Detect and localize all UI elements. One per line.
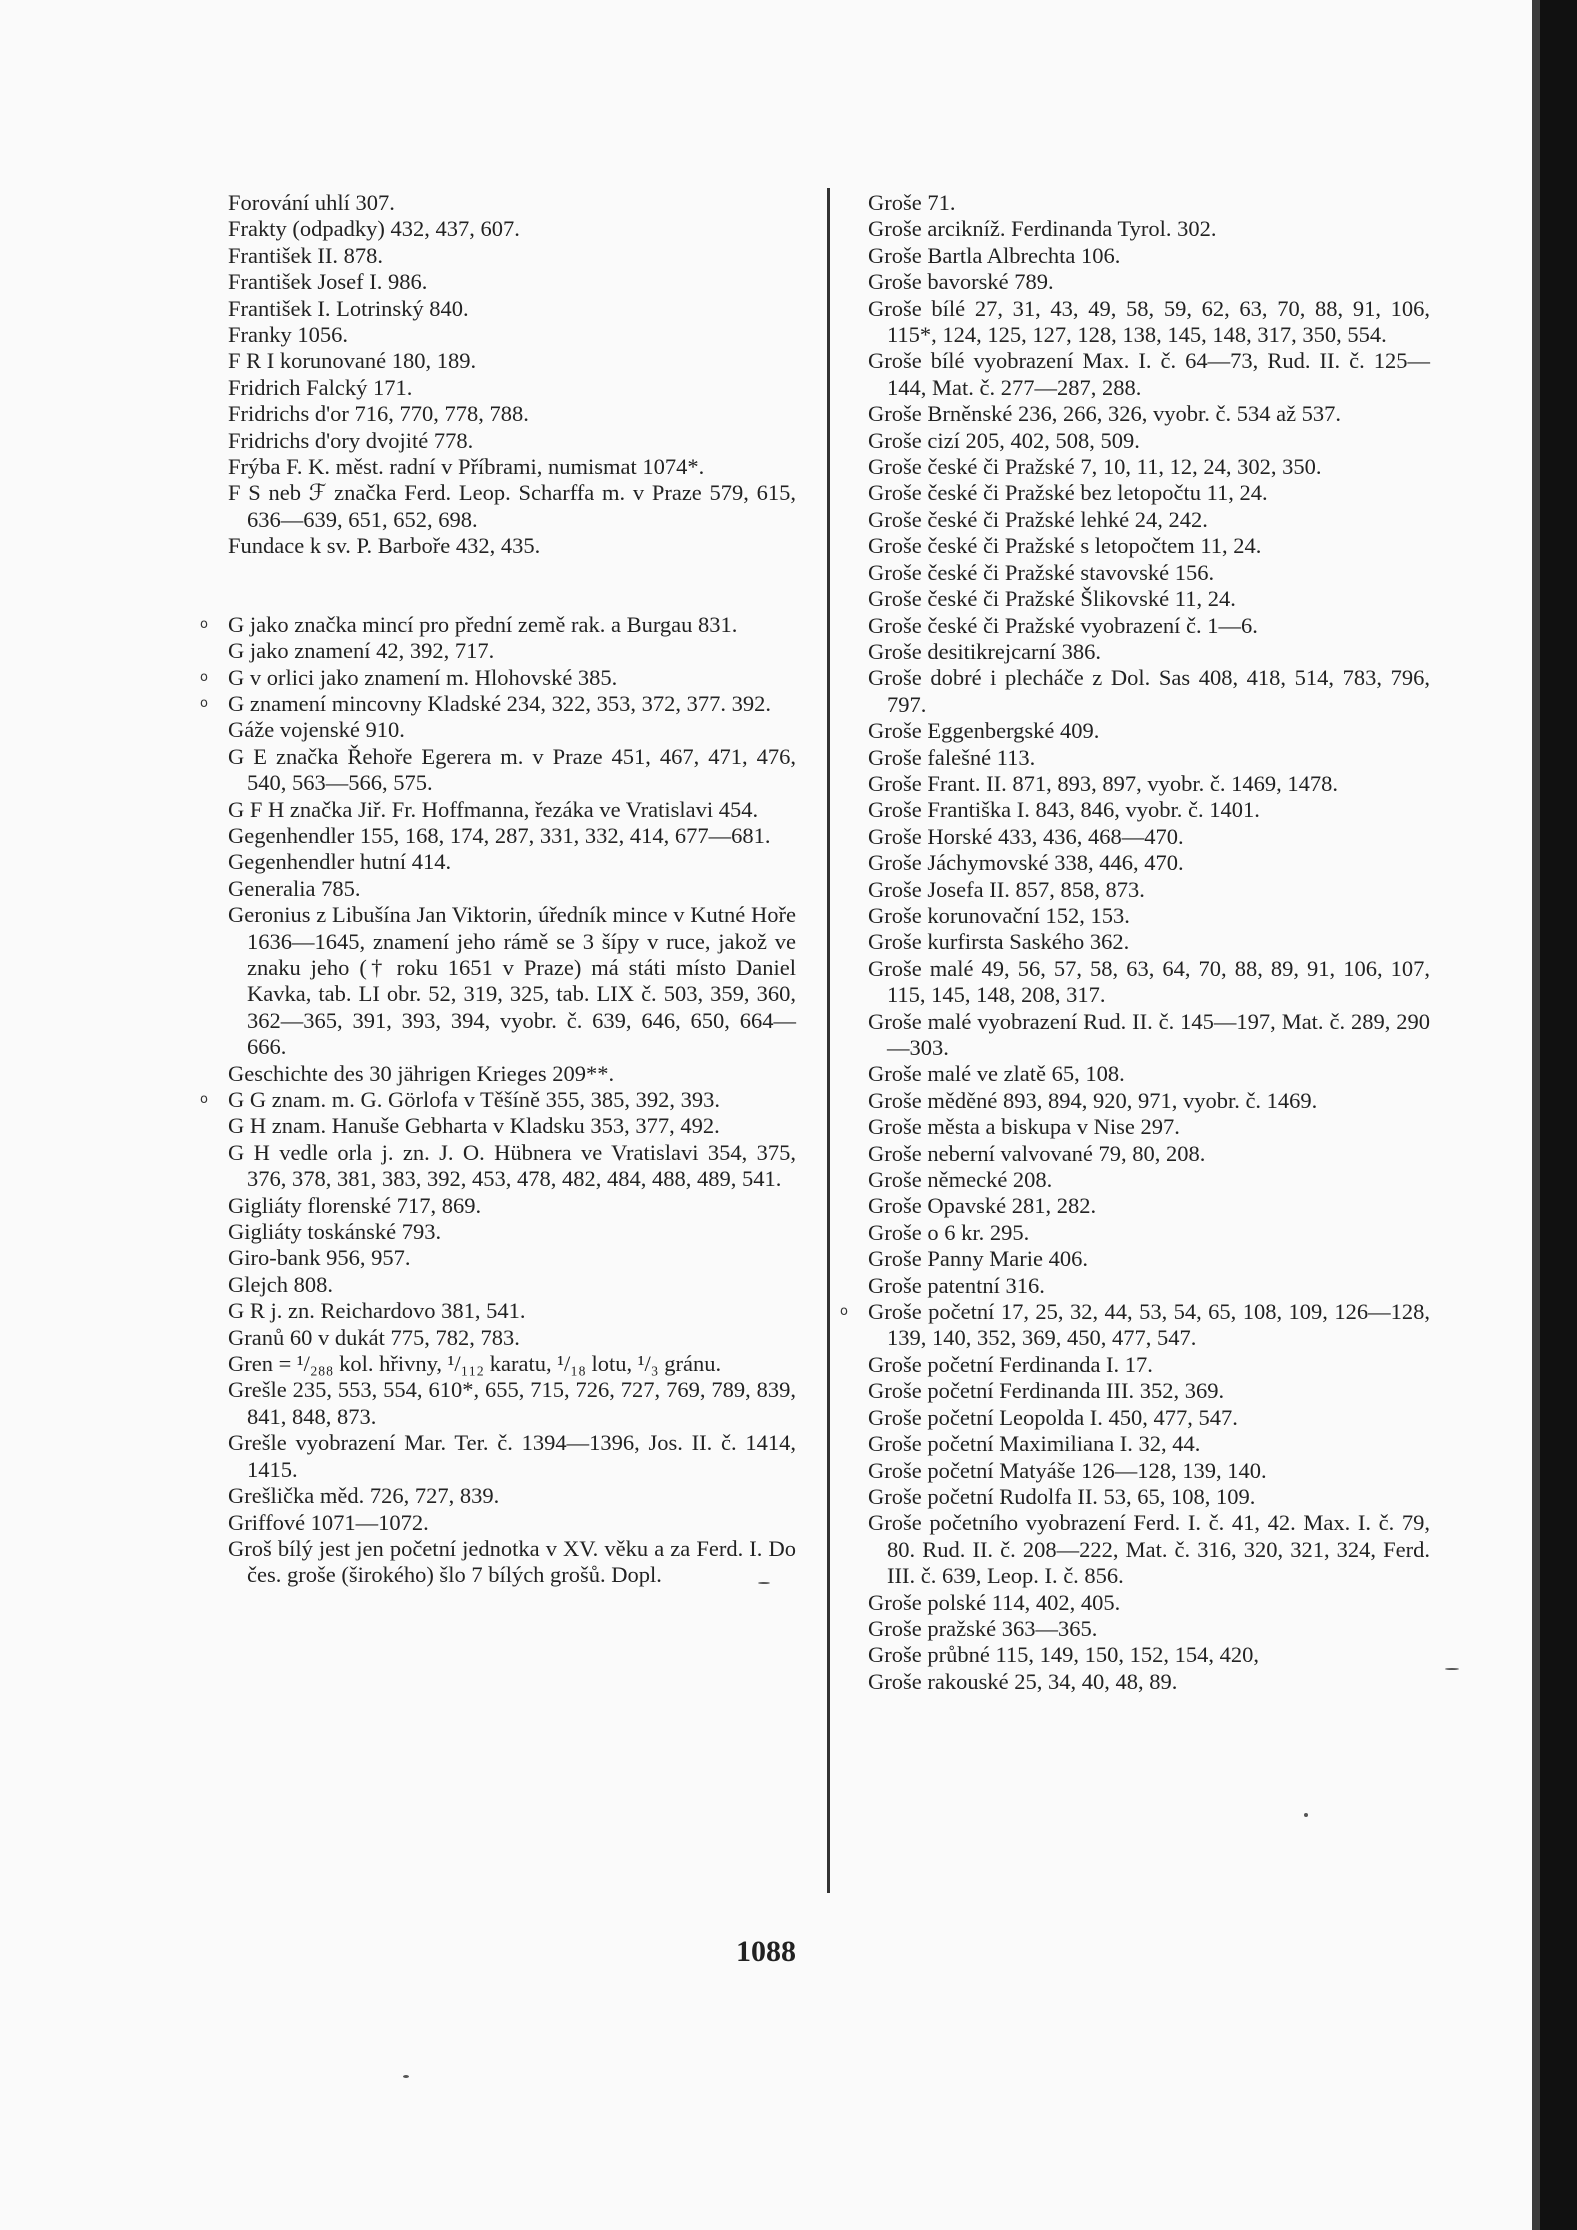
- index-entry-text: Groše početní Matyáše 126—128, 139, 140.: [868, 1457, 1267, 1483]
- index-entry-text: Frýba F. K. měst. radní v Příbrami, numismat 1074*.: [228, 454, 705, 480]
- index-entry-text: Fridrichs d'or 716, 770, 778, 788.: [228, 401, 529, 427]
- index-entry-text: Groše patentní 316.: [868, 1272, 1045, 1298]
- index-entry: [868, 1246, 1430, 1272]
- index-entry: [868, 850, 1430, 876]
- index-entry-text: Groše Bartla Albrechta 106.: [868, 242, 1121, 268]
- index-entry: [868, 1220, 1430, 1246]
- index-entry: [868, 1061, 1430, 1087]
- index-entry-text: Groše malé vyobrazení Rud. II. č. 145—197, Mat. č. 289, 290—303.: [868, 1008, 1430, 1060]
- index-entry-text: Groše početní 17, 25, 32, 44, 53, 54, 65, 108, 109, 126—128, 139, 140, 352, 369, 450, 477, 547.: [868, 1299, 1430, 1351]
- index-entry: [868, 613, 1430, 639]
- index-entry-text: Generalia 785.: [228, 875, 361, 901]
- index-entry-text: Groše malé ve zlatě 65, 108.: [868, 1061, 1125, 1087]
- index-entry: [228, 1219, 796, 1245]
- index-entry: [200, 611, 796, 638]
- index-entry: [868, 560, 1430, 586]
- index-entry-text: Groše německé 208.: [868, 1167, 1053, 1193]
- index-entry-text: Geschichte des 30 jährigen Krieges 209**.: [228, 1060, 615, 1086]
- index-entry: [868, 1352, 1430, 1378]
- print-speck: [403, 2075, 409, 2078]
- index-entry-text: G R j. zn. Reichardovo 381, 541.: [228, 1298, 526, 1324]
- index-entry-text: G H znam. Hanuše Gebharta v Kladsku 353, 377, 492.: [228, 1113, 720, 1139]
- index-entry-text: Groše polské 114, 402, 405.: [868, 1589, 1121, 1615]
- index-entry-text: Grešlička měd. 726, 727, 839.: [228, 1483, 500, 1509]
- index-entry: [868, 1009, 1430, 1062]
- index-entry-text: Franky 1056.: [228, 322, 348, 348]
- index-entry: [868, 296, 1430, 349]
- index-entry-text: Groše české či Pražské vyobrazení č. 1—6.: [868, 612, 1258, 638]
- index-entry: [228, 1061, 796, 1087]
- index-entry-text: Groše 71.: [868, 190, 956, 215]
- index-entry: [868, 216, 1430, 242]
- index-entry-text: G F H značka Jiř. Fr. Hoffmanna, řezáka ve Vratislavi 454.: [228, 796, 759, 822]
- index-entry: [228, 401, 796, 427]
- index-entry: [228, 1351, 796, 1377]
- index-entry: [228, 322, 796, 348]
- margin-circle-mark: o: [200, 1092, 208, 1107]
- index-entry: [228, 216, 796, 242]
- index-entry: [228, 1483, 796, 1509]
- index-entry: [228, 533, 796, 559]
- index-column-right: [840, 190, 1430, 1695]
- index-entry-text: G E značka Řehoře Egerera m. v Praze 451, 467, 471, 476, 540, 563—566, 575.: [228, 743, 796, 796]
- index-entry-text: Gegenhendler 155, 168, 174, 287, 331, 332, 414, 677—681.: [228, 822, 771, 848]
- index-entry: [868, 929, 1430, 955]
- index-entry-text: Gigliáty florenské 717, 869.: [228, 1192, 482, 1218]
- index-entry-text: G jako značka mincí pro přední země rak. a Burgau 831.: [228, 611, 738, 637]
- index-entry: [228, 375, 796, 401]
- index-entry-text: Groše bílé vyobrazení Max. I. č. 64—73, Rud. II. č. 125—144, Mat. č. 277—287, 288.: [868, 348, 1430, 400]
- index-entry: [868, 1616, 1430, 1642]
- index-entry: [868, 1193, 1430, 1219]
- index-entry: [228, 1272, 796, 1298]
- index-entry: [228, 638, 796, 664]
- index-entry: [868, 665, 1430, 718]
- index-entry: [868, 507, 1430, 533]
- index-entry-text: Groše Frant. II. 871, 893, 897, vyobr. č. 1469, 1478.: [868, 770, 1338, 796]
- index-entry: [200, 1087, 796, 1113]
- index-entry: [840, 1299, 1430, 1352]
- index-entry-text: Groše malé 49, 56, 57, 58, 63, 64, 70, 88, 89, 91, 106, 107, 115, 145, 148, 208, 317.: [868, 955, 1430, 1008]
- index-entry-text: Groše početní Maximiliana I. 32, 44.: [868, 1431, 1201, 1457]
- index-entry: [228, 1245, 796, 1271]
- index-entry: [868, 190, 1430, 216]
- print-speck: [758, 1582, 770, 1584]
- index-entry: [228, 1536, 796, 1589]
- index-entry-text: František Josef I. 986.: [228, 269, 428, 295]
- index-entry: [868, 1484, 1430, 1510]
- index-entry-text: Groše neberní valvované 79, 80, 208.: [868, 1140, 1206, 1166]
- index-entry-text: Gáže vojenské 910.: [228, 717, 405, 743]
- index-entry: [228, 1113, 796, 1139]
- index-entry: [868, 1431, 1430, 1457]
- index-entry: [868, 586, 1430, 612]
- index-entry: [228, 1430, 796, 1483]
- index-entry-text: Groše rakouské 25, 34, 40, 48, 89.: [868, 1668, 1178, 1694]
- index-entry-text: Groše početní Ferdinanda I. 17.: [868, 1351, 1153, 1377]
- index-entry-text: Gigliáty toskánské 793.: [228, 1219, 442, 1245]
- index-entry-text: Groše cizí 205, 402, 508, 509.: [868, 427, 1140, 453]
- index-entry: [868, 903, 1430, 929]
- index-entry-text: Fridrichs d'ory dvojité 778.: [228, 427, 474, 453]
- index-entry-text: Groše Františka I. 843, 846, vyobr. č. 1401.: [868, 797, 1260, 823]
- index-entry-text: Glejch 808.: [228, 1271, 333, 1297]
- index-entry-text: Geronius z Libušína Jan Viktorin, úředník mince v Kutné Hoře 1636—1645, znamení jeho rámě se 3 šípy v ruce, jakož ve znaku jeho († roku 1651 v Praze) má státi místo Daniel Kavka, tab. LI obr. 52, 319, 325, tab. LIX č. 503, 359, 360, 362—365, 391, 393, 394, vyobr. č. 639, 646, 650, 664—666.: [228, 902, 796, 1060]
- index-entry: [228, 428, 796, 454]
- index-entry-text: Groše početní Rudolfa II. 53, 65, 108, 109.: [868, 1483, 1256, 1509]
- index-entry: [868, 480, 1430, 506]
- index-entry: [228, 1140, 796, 1193]
- index-entry-text: Groše Josefa II. 857, 858, 873.: [868, 876, 1145, 902]
- index-entry-text: František I. Lotrinský 840.: [228, 295, 469, 321]
- index-entry-text: Groše české či Pražské 7, 10, 11, 12, 24, 302, 350.: [868, 454, 1322, 480]
- index-entry: [868, 639, 1430, 665]
- index-entry: [868, 401, 1430, 427]
- index-entry: [868, 1141, 1430, 1167]
- index-entry: [228, 269, 796, 295]
- index-entry-text: Groš bílý jest jen početní jednotka v XV. věku a za Ferd. I. Do čes. groše (širokého) šlo 7 bílých grošů. Dopl.: [228, 1535, 796, 1588]
- index-entry-text: Groše početní Leopolda I. 450, 477, 547.: [868, 1404, 1238, 1430]
- index-entry: [228, 876, 796, 902]
- page-number: 1088: [736, 1935, 796, 1968]
- index-entry-text: Groše korunovační 152, 153.: [868, 902, 1130, 928]
- index-entry: [200, 664, 796, 691]
- index-entry-text: Groše Jáchymovské 338, 446, 470.: [868, 850, 1184, 876]
- index-entry-text: Gren = ¹/₂₈₈ kol. hřivny, ¹/₁₁₂ karatu, ¹/₁₈ lotu, ¹/₃ gránu.: [228, 1351, 722, 1377]
- index-entry: [228, 797, 796, 823]
- index-entry-text: Groše početního vyobrazení Ferd. I. č. 41, 42. Max. I. č. 79, 80. Rud. II. č. 208—222, Mat. č. 316, 320, 321, 324, Ferd. III. č. 639, Leop. I. č. 856.: [868, 1510, 1430, 1589]
- index-entry-text: Groše desitikrejcarní 386.: [868, 638, 1102, 664]
- index-entry: [868, 1273, 1430, 1299]
- index-entry-text: Granů 60 v dukát 775, 782, 783.: [228, 1324, 520, 1350]
- index-entry-text: František II. 878.: [228, 242, 383, 268]
- index-entry: [228, 902, 796, 1060]
- index-entry-text: F R I korunované 180, 189.: [228, 348, 477, 374]
- index-entry-text: Grešle vyobrazení Mar. Ter. č. 1394—1396, Jos. II. č. 1414, 1415.: [228, 1430, 796, 1482]
- index-entry: [228, 717, 796, 743]
- index-column-left: [200, 190, 796, 1589]
- margin-circle-mark: o: [200, 616, 208, 632]
- index-entry: [868, 1167, 1430, 1193]
- index-entry-text: Groše české či Pražské bez letopočtu 11, 24.: [868, 480, 1268, 506]
- index-entry: [868, 348, 1430, 401]
- index-entry-text: Gegenhendler hutní 414.: [228, 849, 452, 875]
- index-entry-text: Groše měděné 893, 894, 920, 971, vyobr. č. 1469.: [868, 1087, 1318, 1113]
- index-entry-text: F S neb ℱ značka Ferd. Leop. Scharffa m. v Praze 579, 615, 636—639, 651, 652, 698.: [228, 480, 796, 532]
- index-entry: [868, 1088, 1430, 1114]
- index-entry: [228, 1377, 796, 1430]
- index-entry: [868, 454, 1430, 480]
- index-entry: [228, 849, 796, 875]
- index-entry-text: Groše dobré i plecháče z Dol. Sas 408, 418, 514, 783, 796, 797.: [868, 665, 1430, 717]
- index-entry: [868, 1378, 1430, 1404]
- index-entry: [868, 1510, 1430, 1589]
- index-entry: [868, 243, 1430, 269]
- index-entry-text: Groše Brněnské 236, 266, 326, vyobr. č. 534 až 537.: [868, 401, 1342, 427]
- index-entry: [868, 877, 1430, 903]
- index-entry-text: Groše falešné 113.: [868, 744, 1036, 770]
- index-entry-text: Groše Opavské 281, 282.: [868, 1193, 1097, 1219]
- index-entry-text: Groše české či Pražské stavovské 156.: [868, 559, 1215, 585]
- index-entry: [228, 1193, 796, 1219]
- index-entry: [868, 1669, 1430, 1695]
- index-entry-text: Groše Horské 433, 436, 468—470.: [868, 823, 1184, 849]
- index-entry: [228, 480, 796, 533]
- index-entry-text: G jako znamení 42, 392, 717.: [228, 638, 495, 664]
- index-entry: [228, 823, 796, 849]
- index-entry-text: Groše Panny Marie 406.: [868, 1246, 1088, 1272]
- index-entry: [868, 824, 1430, 850]
- index-entry-text: Frakty (odpadky) 432, 437, 607.: [228, 216, 520, 242]
- index-entry-text: Groše arcikníž. Ferdinanda Tyrol. 302.: [868, 216, 1217, 242]
- index-entry-text: Grešle 235, 553, 554, 610*, 655, 715, 726, 727, 769, 789, 839, 841, 848, 873.: [228, 1377, 796, 1429]
- index-entry-text: Fridrich Falcký 171.: [228, 374, 413, 400]
- index-entry: [868, 718, 1430, 744]
- index-entry: [868, 745, 1430, 771]
- index-entry: [868, 269, 1430, 295]
- margin-circle-mark: o: [200, 669, 208, 685]
- index-entry-text: Griffové 1071—1072.: [228, 1509, 429, 1535]
- index-entry: [228, 454, 796, 480]
- index-entry: [228, 190, 796, 216]
- margin-circle-mark: o: [840, 1304, 848, 1320]
- index-entry: [228, 243, 796, 269]
- index-entry-text: Groše české či Pražské s letopočtem 11, 24.: [868, 533, 1262, 559]
- index-entry-text: Groše kurfirsta Saského 362.: [868, 929, 1130, 955]
- index-entry: [228, 296, 796, 322]
- index-entry: [868, 1458, 1430, 1484]
- index-entry: [868, 1114, 1430, 1140]
- index-entry: [868, 533, 1430, 559]
- print-speck: [1445, 1668, 1459, 1670]
- index-entry-text: Groše města a biskupa v Nise 297.: [868, 1114, 1180, 1140]
- index-entry: [228, 348, 796, 374]
- index-entry: [868, 956, 1430, 1009]
- index-entry-text: Groše pražské 363—365.: [868, 1615, 1098, 1641]
- margin-circle-mark: o: [200, 695, 208, 711]
- index-entry: [228, 1325, 796, 1351]
- index-entry: [868, 1405, 1430, 1431]
- index-entry: [228, 1298, 796, 1324]
- index-entry-text: G G znam. m. G. Görlofa v Těšíně 355, 385, 392, 393.: [228, 1087, 721, 1112]
- index-entry-text: Forování uhlí 307.: [228, 190, 395, 215]
- index-entry: [868, 771, 1430, 797]
- index-entry: [228, 1510, 796, 1536]
- index-entry: [868, 797, 1430, 823]
- index-entry-text: Groše české či Pražské Šlikovské 11, 24.: [868, 586, 1236, 612]
- column-divider: [827, 188, 830, 1893]
- index-entry: [868, 428, 1430, 454]
- index-entry: [868, 1590, 1430, 1616]
- index-entry-text: Groše bavorské 789.: [868, 269, 1054, 295]
- index-entry-text: G v orlici jako znamení m. Hlohovské 385.: [228, 664, 618, 690]
- index-entry-text: Groše bílé 27, 31, 43, 49, 58, 59, 62, 63, 70, 88, 91, 106, 115*, 124, 125, 127, 128, 138, 145, 148, 317, 350, 554.: [868, 295, 1430, 348]
- index-entry-text: Groše české či Pražské lehké 24, 242.: [868, 506, 1208, 532]
- scan-border: [1532, 0, 1577, 2230]
- index-entry: [868, 1642, 1430, 1668]
- index-entry-text: Groše o 6 kr. 295.: [868, 1219, 1030, 1245]
- index-entry: [200, 690, 796, 717]
- index-entry-text: Groše Eggenbergské 409.: [868, 718, 1100, 744]
- index-entry: [228, 744, 796, 797]
- index-entry-text: Giro-bank 956, 957.: [228, 1245, 411, 1271]
- index-entry-text: G H vedle orla j. zn. J. O. Hübnera ve Vratislavi 354, 375, 376, 378, 381, 383, 392, 453, 478, 482, 484, 488, 489, 541.: [228, 1139, 796, 1192]
- index-entry-text: Fundace k sv. P. Barboře 432, 435.: [228, 533, 541, 559]
- index-entry-text: Groše průbné 115, 149, 150, 152, 154, 420,: [868, 1642, 1260, 1668]
- index-entry-text: Groše početní Ferdinanda III. 352, 369.: [868, 1378, 1225, 1404]
- print-speck: [1304, 1813, 1308, 1817]
- index-entry-text: G znamení mincovny Kladské 234, 322, 353, 372, 377. 392.: [228, 690, 772, 716]
